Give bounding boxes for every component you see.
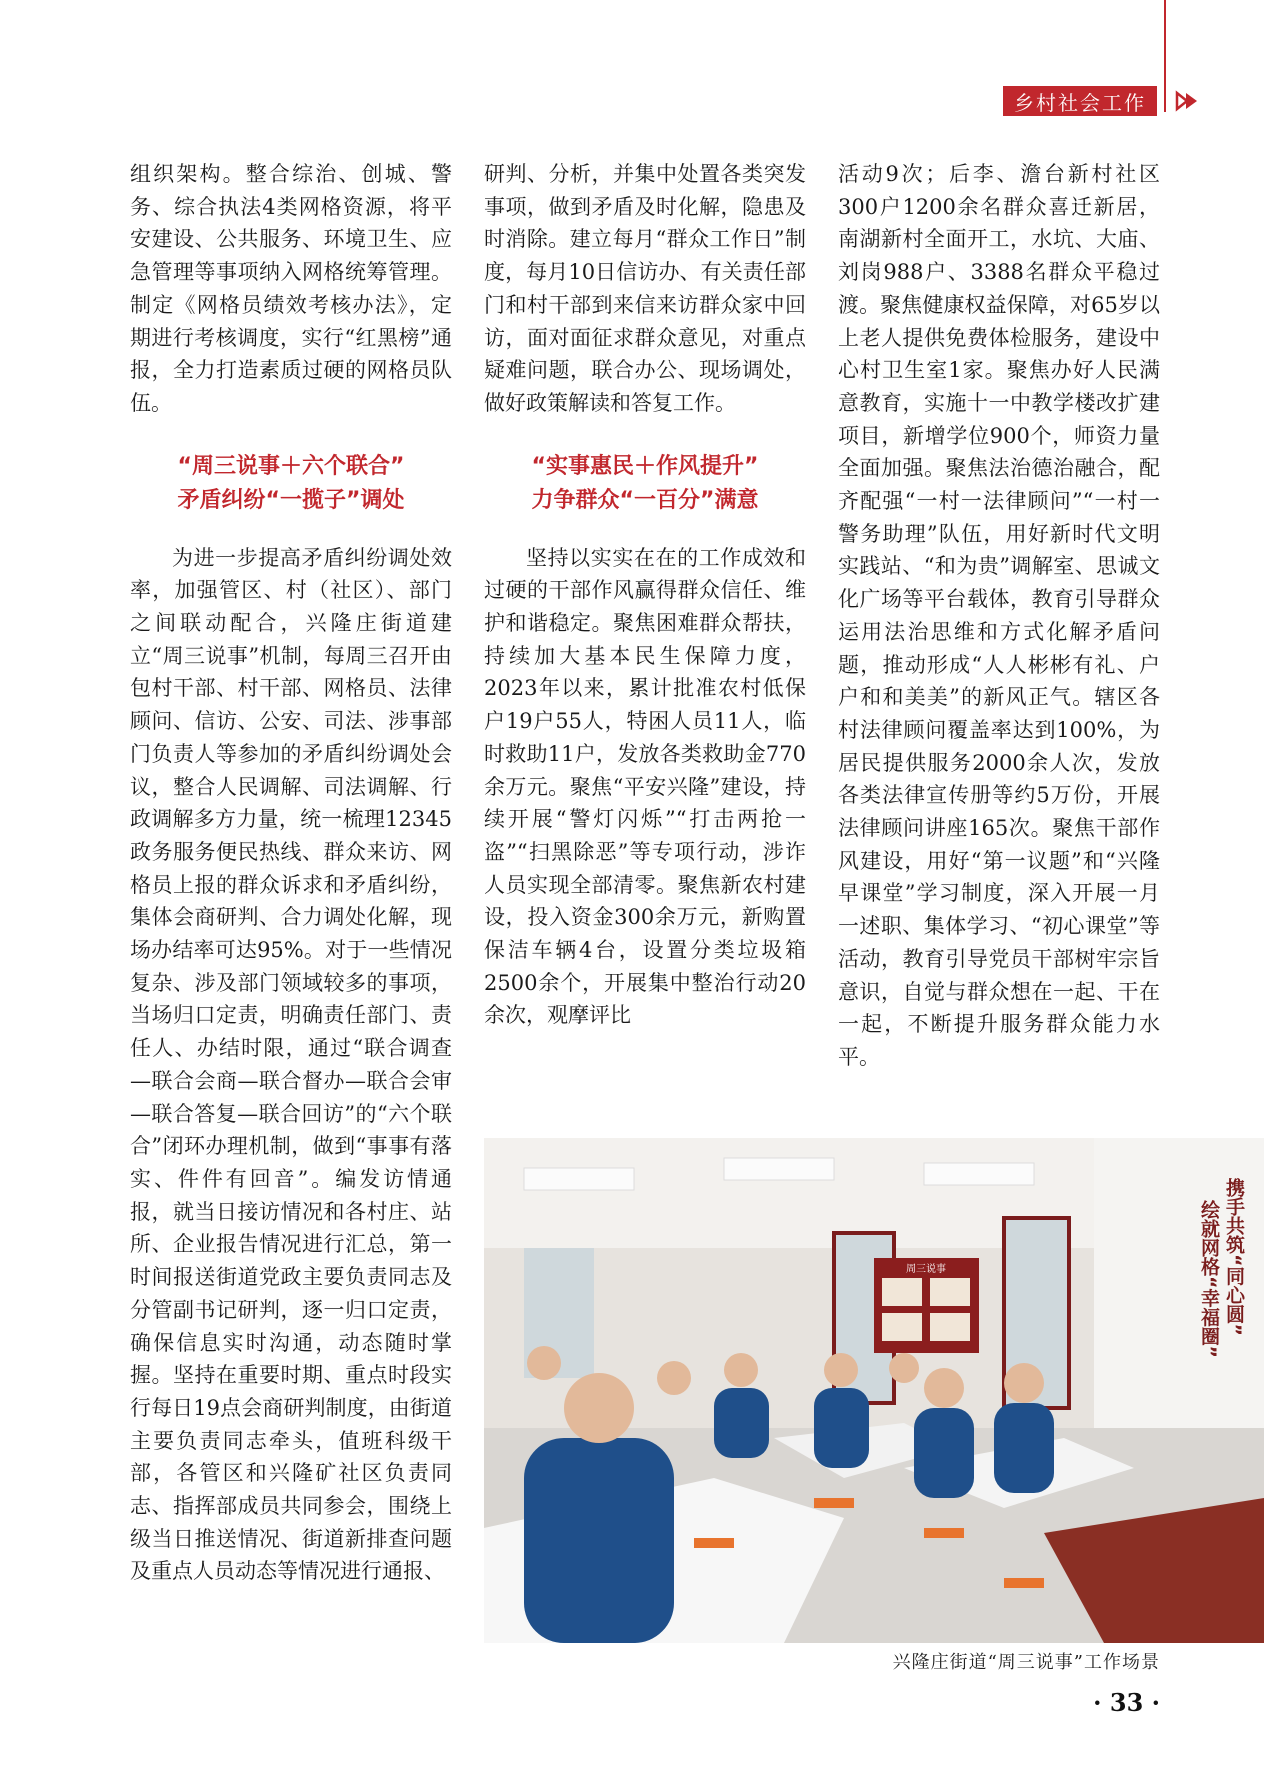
header-rule: [1164, 0, 1166, 112]
section-heading: [484, 450, 806, 518]
column-3: [838, 158, 1160, 1074]
paragraph: 组织架构。整合综治、创城、警务、综合执法4类网格资源，将平安建设、公共服务、环境卫生、应急管理等事项纳入网格统筹管理。制定《网格员绩效考核办法》，定期进行考核调度，实行“红黑榜”通报，全力打造素质过硬的网格员队伍。: [130, 162, 452, 415]
page-number: · 33 ·: [1093, 1688, 1160, 1717]
heading-line: 矛盾纠纷“一揽子”调处: [177, 487, 405, 513]
column-2: [484, 158, 806, 1032]
column-1: [130, 158, 452, 1588]
paragraph: 研判、分析，并集中处置各类突发事项，做到矛盾及时化解，隐患及时消除。建立每月“群众工作日”制度，每月10日信访办、有关责任部门和村干部到来信来访群众家中回访，面对面征求群众意见，对重点疑难问题，联合办公、现场调处，做好政策解读和答复工作。: [484, 162, 806, 415]
board-title: 周三说事: [906, 1264, 946, 1275]
meeting-photo: [484, 1138, 1264, 1643]
paragraph: 坚持以实实在在的工作成效和过硬的干部作风赢得群众信任、维护和谐稳定。聚焦困难群众帮扶，持续加大基本民生保障力度，2023年以来，累计批准农村低保户19户55人，特困人员11人，临时救助11户，发放各类救助金770余万元。聚焦“平安兴隆”建设，持续开展“警灯闪烁”“打击两抢一盗”“扫黑除恶”等专项行动，涉诈人员实现全部清零。聚焦新农村建设，投入资金300余万元，新购置保洁车辆4台，设置分类垃圾箱2500余个，开展集中整治行动20余次，观摩评比: [484, 545, 806, 1028]
section-tag: 乡村社会工作: [1003, 86, 1157, 116]
wall-slogan: 携手共筑“同心圆”: [1223, 1178, 1245, 1336]
heading-line: “周三说事＋六个联合”: [177, 453, 405, 479]
paragraph: 为进一步提高矛盾纠纷调处效率，加强管区、村（社区）、部门之间联动配合，兴隆庄街道建立“周三说事”机制，每周三召开由包村干部、村干部、网格员、法律顾问、信访、公安、司法、涉事部门负责人等参加的矛盾纠纷调处会议，整合人民调解、司法调解、行政调解多方力量，统一梳理12345政务服务便民热线、群众来访、网格员上报的群众诉求和矛盾纠纷，集体会商研判、合力调处化解，现场办结率可达95%。对于一些情况复杂、涉及部门领域较多的事项，当场归口定责，明确责任部门、责任人、办结时限，通过“联合调查—联合会商—联合督办—联合会审—联合答复—联合回访”的“六个联合”闭环办理机制，做到“事事有落实、件件有回音”。编发访情通报，就当日接访情况和各村庄、站所、企业报告情况进行汇总，第一时间报送街道党政主要负责同志及分管副书记研判，逐一归口定责，确保信息实时沟通，动态随时掌握。坚持在重要时期、重点时段实行每日19点会商研判制度，由街道主要负责同志牵头，值班科级干部，各管区和兴隆矿社区负责同志、指挥部成员共同参会，围绕上级当日推送情况、街道新排查问题及重点人员动态等情况进行通报、: [130, 545, 452, 1584]
meeting-scene: [484, 1138, 1264, 1643]
double-arrow-icon: [1175, 90, 1201, 112]
paragraph: 活动9次；后李、澹台新村社区300户1200余名群众喜迁新居，南湖新村全面开工，水坑、大庙、刘岗988户、3388名群众平稳过渡。聚焦健康权益保障，对65岁以上老人提供免费体检服务，建设中心村卫生室1家。聚焦办好人民满意教育，实施十一中教学楼改扩建项目，新增学位900个，师资力量全面加强。聚焦法治德治融合，配齐配强“一村一法律顾问”“一村一警务助理”队伍，用好新时代文明实践站、“和为贵”调解室、思诚文化广场等平台载体，教育引导群众运用法治思维和方式化解矛盾问题，推动形成“人人彬彬有礼、户户和和美美”的新风正气。辖区各村法律顾问覆盖率达到100%，为居民提供服务2000余人次，发放各类法律宣传册等约5万份，开展法律顾问讲座165次。聚焦干部作风建设，用好“第一议题”和“兴隆早课堂”学习制度，深入开展一月一述职、集体学习、“初心课堂”等活动，教育引导党员干部树牢宗旨意识，自觉与群众想在一起、干在一起，不断提升服务群众能力水平。: [838, 162, 1160, 1069]
wall-slogan: 绘就网格“幸福圈”: [1198, 1200, 1220, 1358]
heading-line: 力争群众“一百分”满意: [531, 487, 759, 513]
section-heading: [130, 450, 452, 518]
heading-line: “实事惠民＋作风提升”: [531, 453, 759, 479]
photo-caption: 兴隆庄街道“周三说事”工作场景: [892, 1652, 1160, 1673]
